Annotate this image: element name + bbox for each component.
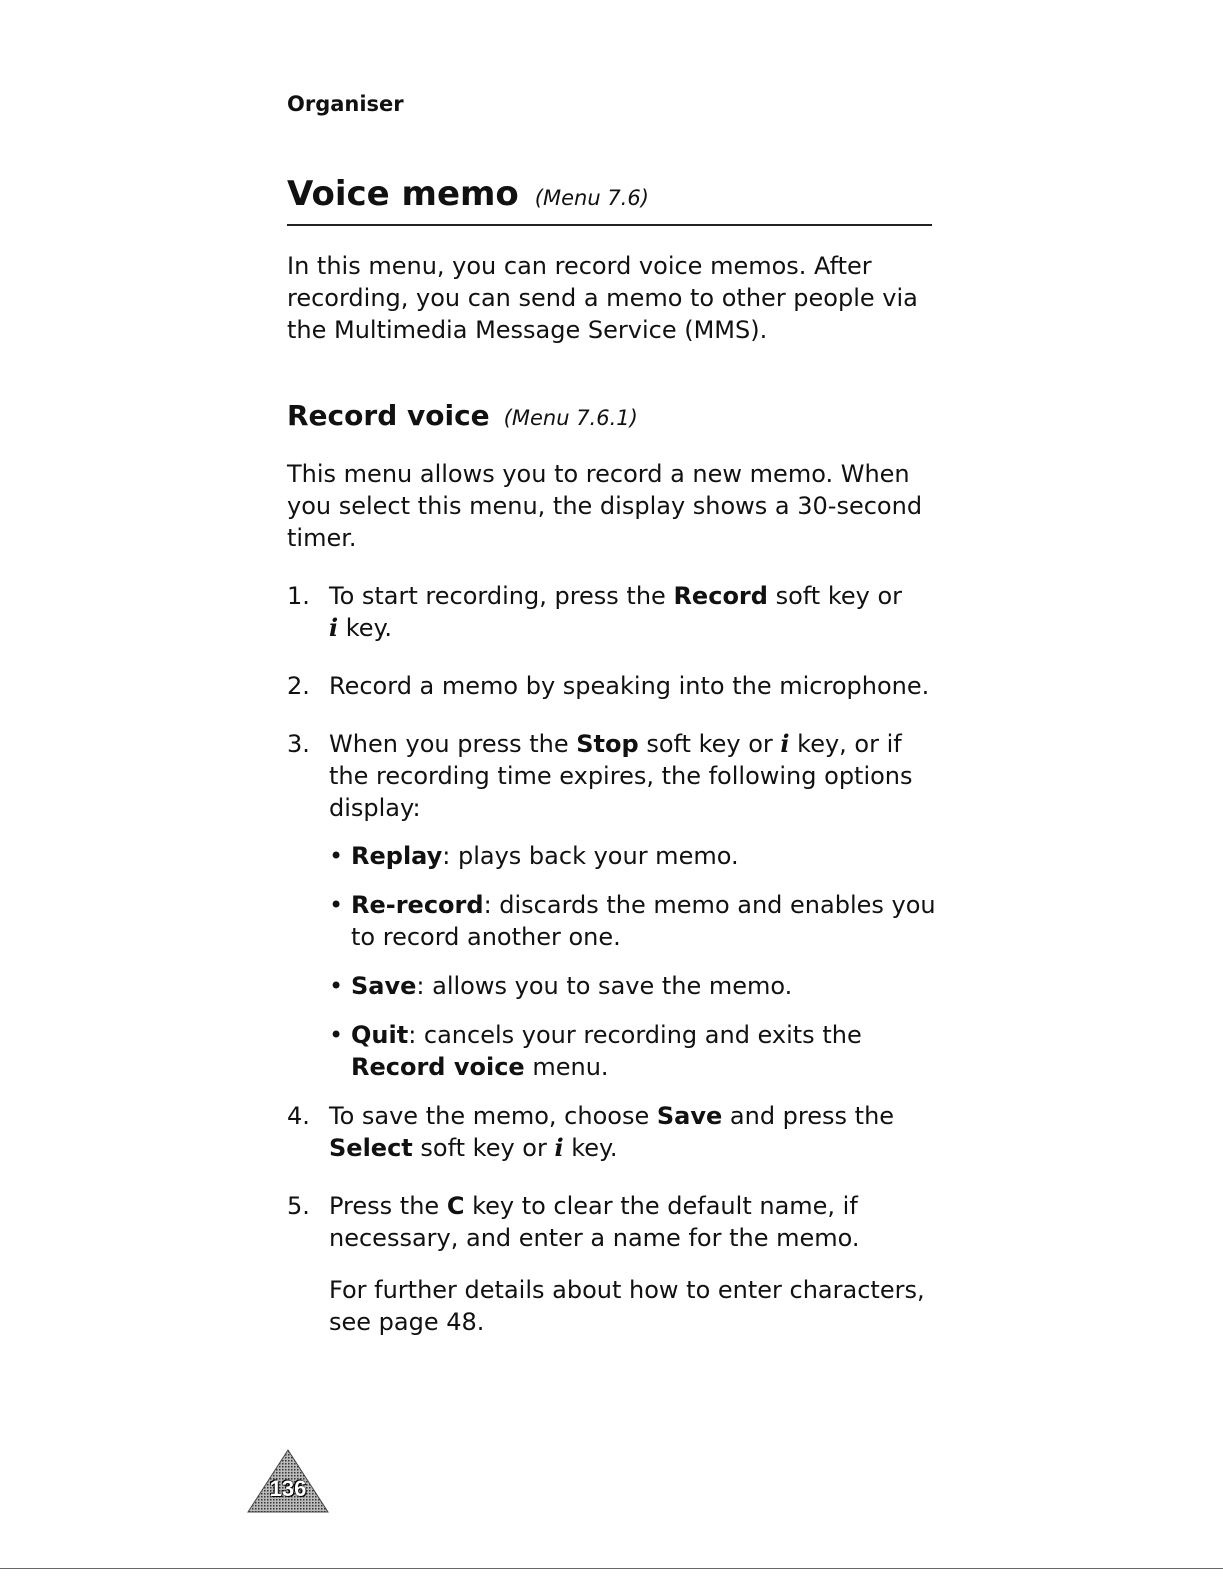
option-quit bbox=[329, 1019, 937, 1083]
step-text: Press the bbox=[329, 1192, 447, 1220]
step-bold: Save bbox=[656, 1102, 723, 1130]
option-term: Replay bbox=[351, 842, 443, 870]
step-2 bbox=[287, 670, 937, 702]
section-label: Organiser bbox=[287, 92, 404, 116]
step-text: key, or if the recording time expires, the following options display: bbox=[329, 730, 913, 822]
step-number: 2. bbox=[287, 672, 310, 700]
page-title bbox=[287, 172, 932, 226]
step-text: soft key or bbox=[767, 582, 903, 610]
step-1 bbox=[287, 580, 937, 644]
step-text: key to clear the default name, if necessary, and enter a name for the memo. bbox=[329, 1192, 860, 1252]
option-desc: : allows you to save the memo. bbox=[416, 972, 793, 1000]
step-bold: C bbox=[446, 1192, 465, 1220]
step-number: 4. bbox=[287, 1102, 310, 1130]
i-key-icon: i bbox=[780, 729, 790, 758]
step-4 bbox=[287, 1100, 937, 1164]
step-number: 3. bbox=[287, 730, 310, 758]
i-key-icon: i bbox=[329, 613, 339, 642]
option-desc: menu. bbox=[524, 1053, 609, 1081]
step-text: Record a memo by speaking into the microphone. bbox=[329, 672, 930, 700]
page-number: 136 bbox=[269, 1476, 307, 1501]
options-list bbox=[329, 840, 937, 1083]
bullet-icon: • bbox=[329, 891, 344, 919]
step-3 bbox=[287, 728, 937, 1083]
option-term: Quit bbox=[351, 1021, 409, 1049]
step-text: and press the bbox=[722, 1102, 895, 1130]
option-term: Save bbox=[351, 972, 417, 1000]
step-number: 5. bbox=[287, 1192, 310, 1220]
step-text: soft key or bbox=[638, 730, 781, 758]
bullet-icon: • bbox=[329, 842, 344, 870]
option-replay bbox=[329, 840, 937, 872]
bottom-divider bbox=[0, 1568, 1223, 1569]
option-term: Record voice bbox=[351, 1053, 525, 1081]
option-save bbox=[329, 970, 937, 1002]
step-text: key. bbox=[338, 614, 392, 642]
step-text: To start recording, press the bbox=[329, 582, 674, 610]
step-note: For further details about how to enter characters, see page 48. bbox=[329, 1276, 925, 1336]
subsection-intro: This menu allows you to record a new memo. When you select this menu, the display shows a 30-second timer. bbox=[287, 460, 923, 552]
step-bold: Record bbox=[673, 582, 768, 610]
option-desc: : cancels your recording and exits the bbox=[408, 1021, 862, 1049]
step-5 bbox=[287, 1190, 937, 1338]
step-number: 1. bbox=[287, 582, 310, 610]
subsection-title-text: Record voice bbox=[287, 399, 490, 432]
subsection-title bbox=[287, 397, 638, 437]
subsection-menu-ref: (Menu 7.6.1) bbox=[503, 406, 638, 430]
page-number-badge bbox=[246, 1448, 330, 1514]
intro-paragraph: In this menu, you can record voice memos. After recording, you can send a memo to other people via the Multimedia Message Service (MMS). bbox=[287, 252, 918, 344]
title-menu-ref: (Menu 7.6) bbox=[534, 186, 649, 210]
step-text: soft key or bbox=[412, 1134, 555, 1162]
i-key-icon: i bbox=[554, 1133, 564, 1162]
step-text: When you press the bbox=[329, 730, 577, 758]
step-text: key. bbox=[563, 1134, 618, 1162]
steps-list bbox=[287, 580, 937, 1338]
option-rerecord bbox=[329, 889, 937, 953]
option-desc: : discards the memo and enables you to record another one. bbox=[351, 891, 936, 951]
step-bold: Stop bbox=[576, 730, 639, 758]
bullet-icon: • bbox=[329, 1021, 344, 1049]
step-bold: Select bbox=[329, 1134, 413, 1162]
bullet-icon: • bbox=[329, 972, 344, 1000]
option-desc: : plays back your memo. bbox=[442, 842, 739, 870]
option-term: Re-record bbox=[351, 891, 484, 919]
step-text: To save the memo, choose bbox=[329, 1102, 657, 1130]
title-text: Voice memo bbox=[287, 174, 519, 214]
